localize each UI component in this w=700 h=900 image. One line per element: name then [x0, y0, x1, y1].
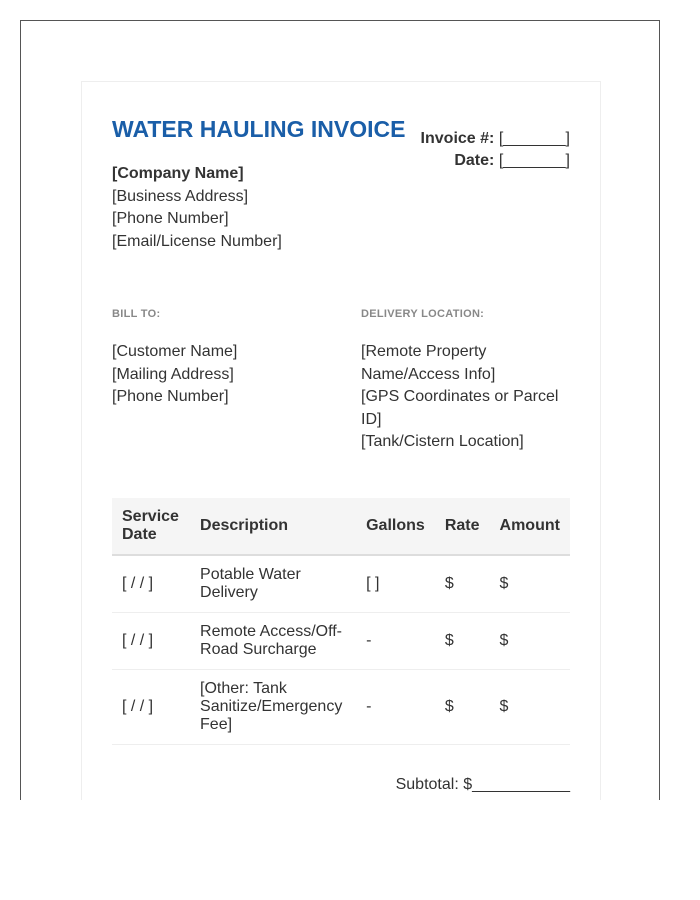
- table-row: [112, 669, 570, 744]
- invoice-number-value[interactable]: [_______]: [498, 130, 570, 147]
- header-gallons: Gallons: [356, 498, 435, 555]
- header-service-date: Service Date: [112, 498, 190, 555]
- cell-service-date[interactable]: [ / / ]: [112, 612, 190, 669]
- invoice-date: [454, 152, 570, 170]
- cell-rate[interactable]: $: [435, 555, 490, 612]
- invoice-number: [421, 130, 570, 148]
- bill-to-line: [Customer Name]: [112, 343, 238, 360]
- cell-amount[interactable]: $: [490, 612, 570, 669]
- bill-to-label: BILL TO:: [112, 308, 161, 320]
- delivery-location-label: DELIVERY LOCATION:: [361, 308, 485, 320]
- invoice-number-label: Invoice #:: [420, 130, 495, 147]
- delivery-location-block: [361, 341, 566, 454]
- header-amount: Amount: [490, 498, 570, 555]
- line-items-table: [112, 498, 570, 745]
- company-name: [Company Name]: [112, 165, 244, 182]
- delivery-line: [GPS Coordinates or Parcel ID]: [361, 388, 559, 428]
- cell-service-date[interactable]: [ / / ]: [112, 669, 190, 744]
- table-row: [112, 555, 570, 612]
- cell-gallons[interactable]: -: [356, 669, 435, 744]
- cell-rate[interactable]: $: [435, 669, 490, 744]
- subtotal-label: Subtotal: $: [395, 776, 473, 793]
- header-description: Description: [190, 498, 356, 555]
- cell-rate[interactable]: $: [435, 612, 490, 669]
- company-address: [Business Address]: [112, 187, 249, 205]
- bill-to-line: [Mailing Address]: [112, 365, 234, 383]
- cell-gallons[interactable]: [ ]: [356, 555, 435, 612]
- cell-description: [Other: Tank Sanitize/Emergency Fee]: [190, 669, 356, 744]
- company-phone: [Phone Number]: [112, 210, 229, 227]
- header-rate: Rate: [435, 498, 490, 555]
- bill-to-line: [Phone Number]: [112, 388, 229, 405]
- cell-service-date[interactable]: [ / / ]: [112, 555, 190, 612]
- bill-to-block: [112, 341, 332, 409]
- invoice-title: WATER HAULING INVOICE: [112, 116, 406, 142]
- invoice-date-label: Date:: [454, 152, 495, 169]
- company-info: [112, 163, 282, 253]
- subtotal-value[interactable]: ___________: [472, 776, 570, 793]
- table-header-row: [112, 498, 570, 555]
- subtotal: [396, 776, 570, 794]
- cell-gallons[interactable]: -: [356, 612, 435, 669]
- company-email: [Email/License Number]: [112, 232, 282, 250]
- cell-description: Potable Water Delivery: [190, 555, 356, 612]
- delivery-line: [Remote Property Name/Access Info]: [361, 343, 496, 383]
- cell-description: Remote Access/Off-Road Surcharge: [190, 612, 356, 669]
- invoice-date-value[interactable]: [_______]: [498, 152, 570, 169]
- table-row: [112, 612, 570, 669]
- delivery-line: [Tank/Cistern Location]: [361, 433, 524, 450]
- cell-amount[interactable]: $: [490, 669, 570, 744]
- cell-amount[interactable]: $: [490, 555, 570, 612]
